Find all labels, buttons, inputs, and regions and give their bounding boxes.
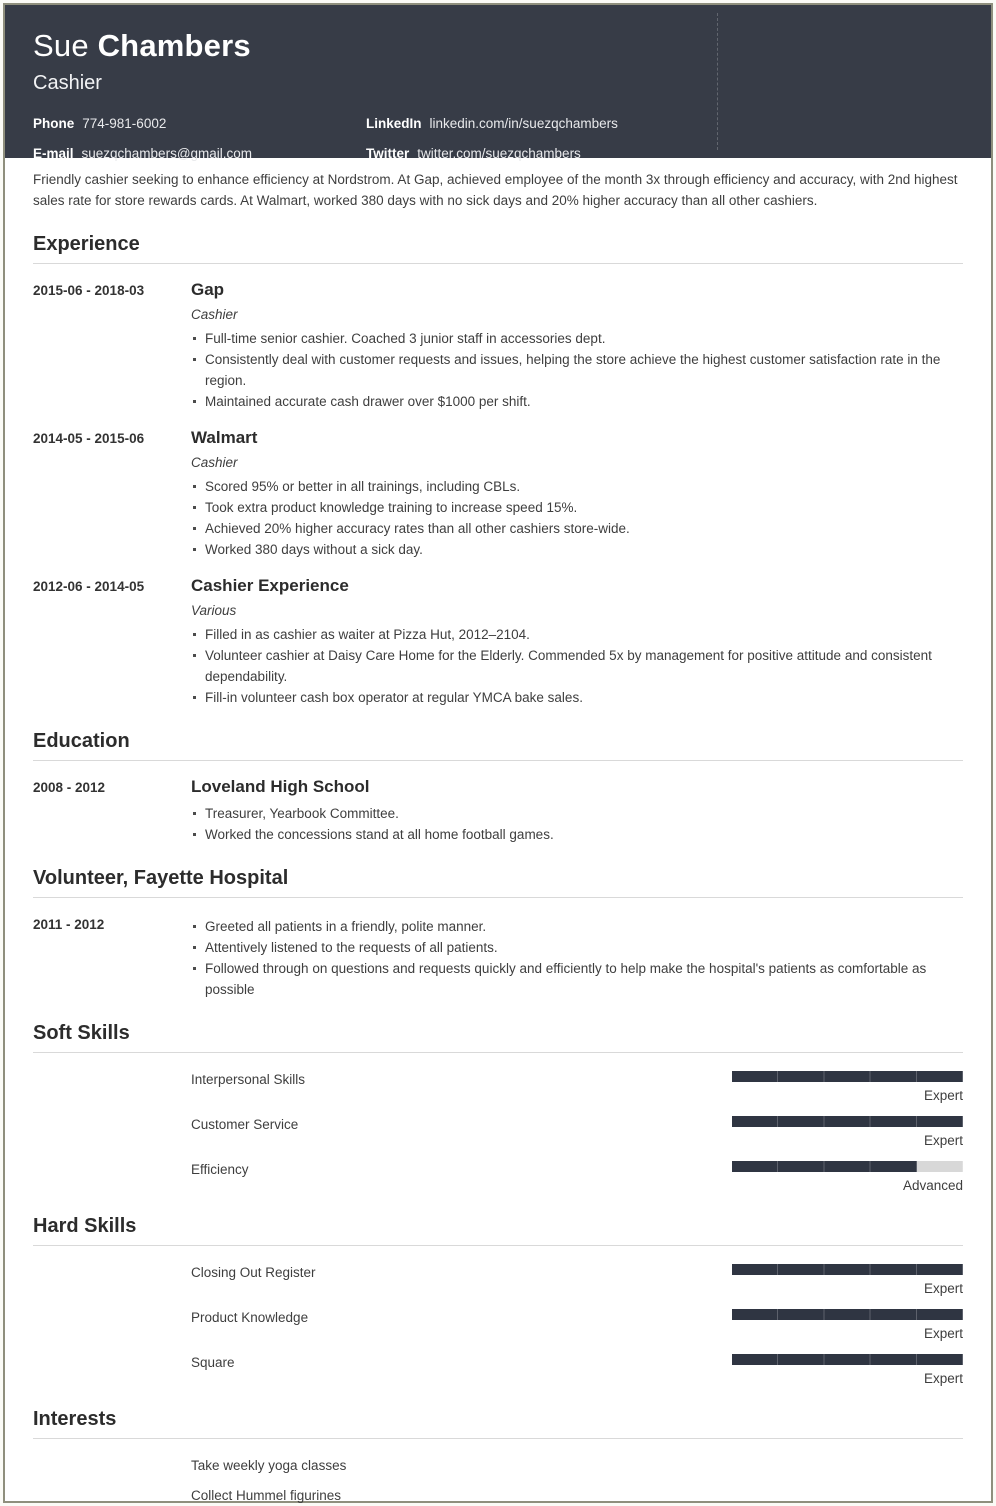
list-item: Filled in as cashier as waiter at Pizza Hut, 2012–2104. bbox=[191, 624, 963, 645]
contact-value: linkedin.com/in/suezqchambers bbox=[429, 115, 618, 131]
skill-row bbox=[33, 1071, 963, 1103]
bullet-list bbox=[191, 624, 963, 708]
bullet-list bbox=[191, 328, 963, 412]
skill-row bbox=[33, 1116, 963, 1148]
contact-phone bbox=[33, 116, 366, 131]
skill-bar bbox=[732, 1309, 963, 1320]
summary-paragraph: Friendly cashier seeking to enhance efficiency at Nordstrom. At Gap, achieved employee of the month 3x through efficiency and accuracy, with 2nd highest sales rate for store rewards cards. At Walmart, worked 380 days with no sick days and 20% higher accuracy than all other cashiers. bbox=[33, 172, 958, 208]
list-item: Worked 380 days without a sick day. bbox=[191, 539, 963, 560]
section-interests bbox=[33, 1408, 963, 1506]
contact-email bbox=[33, 146, 366, 161]
skill-name: Product Knowledge bbox=[191, 1310, 309, 1325]
list-item: Achieved 20% higher accuracy rates than all other cashiers store-wide. bbox=[191, 518, 963, 539]
experience-entry bbox=[33, 428, 963, 560]
experience-entry bbox=[33, 576, 963, 708]
contact-label: Twitter bbox=[366, 145, 410, 161]
skill-level: Expert bbox=[923, 1326, 963, 1341]
last-name: Chambers bbox=[97, 28, 251, 63]
skill-level: Expert bbox=[923, 1133, 963, 1148]
resume-page bbox=[3, 3, 993, 1503]
first-name: Sue bbox=[33, 28, 89, 63]
skill-bar bbox=[732, 1071, 963, 1082]
contact-twitter bbox=[366, 146, 963, 161]
entry-dates: 2014-05 - 2015-06 bbox=[33, 431, 145, 446]
section-hard-skills bbox=[33, 1215, 963, 1386]
list-item: Take weekly yoga classes bbox=[191, 1458, 347, 1473]
skill-bar bbox=[732, 1354, 963, 1365]
job-title: Cashier bbox=[33, 72, 102, 94]
skill-row bbox=[33, 1309, 963, 1341]
skill-bar bbox=[732, 1161, 963, 1172]
list-item: Followed through on questions and requests quickly and efficiently to help make the hospital's patients as comfortable as possible bbox=[191, 958, 963, 1000]
skill-level: Expert bbox=[923, 1088, 963, 1103]
skill-name: Closing Out Register bbox=[191, 1265, 316, 1280]
list-item: Scored 95% or better in all trainings, including CBLs. bbox=[191, 476, 963, 497]
list-item: Attentively listened to the requests of all patients. bbox=[191, 937, 963, 958]
section-heading: Volunteer, Fayette Hospital bbox=[33, 867, 963, 898]
education-entry bbox=[33, 777, 963, 845]
contact-value: twitter.com/suezqchambers bbox=[417, 145, 581, 161]
skill-row bbox=[33, 1354, 963, 1386]
entry-dates: 2015-06 - 2018-03 bbox=[33, 283, 145, 298]
skill-name: Interpersonal Skills bbox=[191, 1072, 306, 1087]
entry-role: Cashier bbox=[191, 307, 238, 322]
skill-name: Efficiency bbox=[191, 1162, 249, 1177]
skill-row bbox=[33, 1264, 963, 1296]
list-item: Volunteer cashier at Daisy Care Home for the Elderly. Commended 5x by management for positive attitude and consistent dependability. bbox=[191, 645, 963, 687]
contact-grid bbox=[33, 108, 963, 168]
section-heading: Interests bbox=[33, 1408, 963, 1439]
section-heading: Education bbox=[33, 730, 963, 761]
skills-list bbox=[33, 1264, 963, 1386]
volunteer-entry bbox=[33, 914, 963, 1000]
skill-row bbox=[33, 1161, 963, 1193]
resume-body bbox=[5, 169, 991, 1506]
entry-company: Cashier Experience bbox=[191, 576, 349, 595]
contact-linkedin bbox=[366, 116, 963, 131]
list-item: Worked the concessions stand at all home football games. bbox=[191, 824, 963, 845]
list-item: Fill-in volunteer cash box operator at regular YMCA bake sales. bbox=[191, 687, 963, 708]
resume-header bbox=[5, 5, 991, 161]
skill-bar bbox=[732, 1116, 963, 1127]
experience-entry bbox=[33, 280, 963, 412]
section-heading: Hard Skills bbox=[33, 1215, 963, 1246]
entry-role: Various bbox=[191, 603, 237, 618]
contact-value: 774-981-6002 bbox=[82, 115, 167, 131]
entry-dates: 2008 - 2012 bbox=[33, 780, 106, 795]
entry-dates: 2012-06 - 2014-05 bbox=[33, 579, 145, 594]
contact-label: E-mail bbox=[33, 145, 74, 161]
contact-value: suezqchambers@gmail.com bbox=[81, 145, 253, 161]
entry-school: Loveland High School bbox=[191, 777, 370, 796]
list-item: Greeted all patients in a friendly, polite manner. bbox=[191, 916, 963, 937]
section-experience bbox=[33, 233, 963, 708]
list-item: Treasurer, Yearbook Committee. bbox=[191, 803, 963, 824]
skill-name: Customer Service bbox=[191, 1117, 299, 1132]
list-item: Took extra product knowledge training to increase speed 15%. bbox=[191, 497, 963, 518]
contact-label: Phone bbox=[33, 115, 75, 131]
skills-list bbox=[33, 1071, 963, 1193]
skill-level: Expert bbox=[923, 1371, 963, 1386]
skill-level: Expert bbox=[923, 1281, 963, 1296]
contact-label: LinkedIn bbox=[366, 115, 422, 131]
interests-list bbox=[33, 1455, 963, 1506]
section-soft-skills bbox=[33, 1022, 963, 1193]
bullet-list bbox=[191, 803, 963, 845]
list-item: Consistently deal with customer requests and issues, helping the store achieve the highest customer satisfaction rate in the region. bbox=[191, 349, 963, 391]
entry-company: Walmart bbox=[191, 428, 258, 447]
list-item: Maintained accurate cash drawer over $1000 per shift. bbox=[191, 391, 963, 412]
skill-level: Advanced bbox=[902, 1178, 963, 1193]
bullet-list bbox=[191, 916, 963, 1000]
section-education bbox=[33, 730, 963, 845]
entry-company: Gap bbox=[191, 280, 225, 299]
list-item: Collect Hummel figurines bbox=[191, 1488, 342, 1503]
entry-role: Cashier bbox=[191, 455, 238, 470]
list-item: Full-time senior cashier. Coached 3 junior staff in accessories dept. bbox=[191, 328, 963, 349]
section-heading: Experience bbox=[33, 233, 963, 264]
candidate-name bbox=[33, 29, 963, 63]
header-divider bbox=[717, 13, 718, 150]
skill-bar bbox=[732, 1264, 963, 1275]
section-volunteer bbox=[33, 867, 963, 1000]
skill-name: Square bbox=[191, 1355, 235, 1370]
bullet-list bbox=[191, 476, 963, 560]
section-heading: Soft Skills bbox=[33, 1022, 963, 1053]
entry-dates: 2011 - 2012 bbox=[33, 917, 105, 932]
